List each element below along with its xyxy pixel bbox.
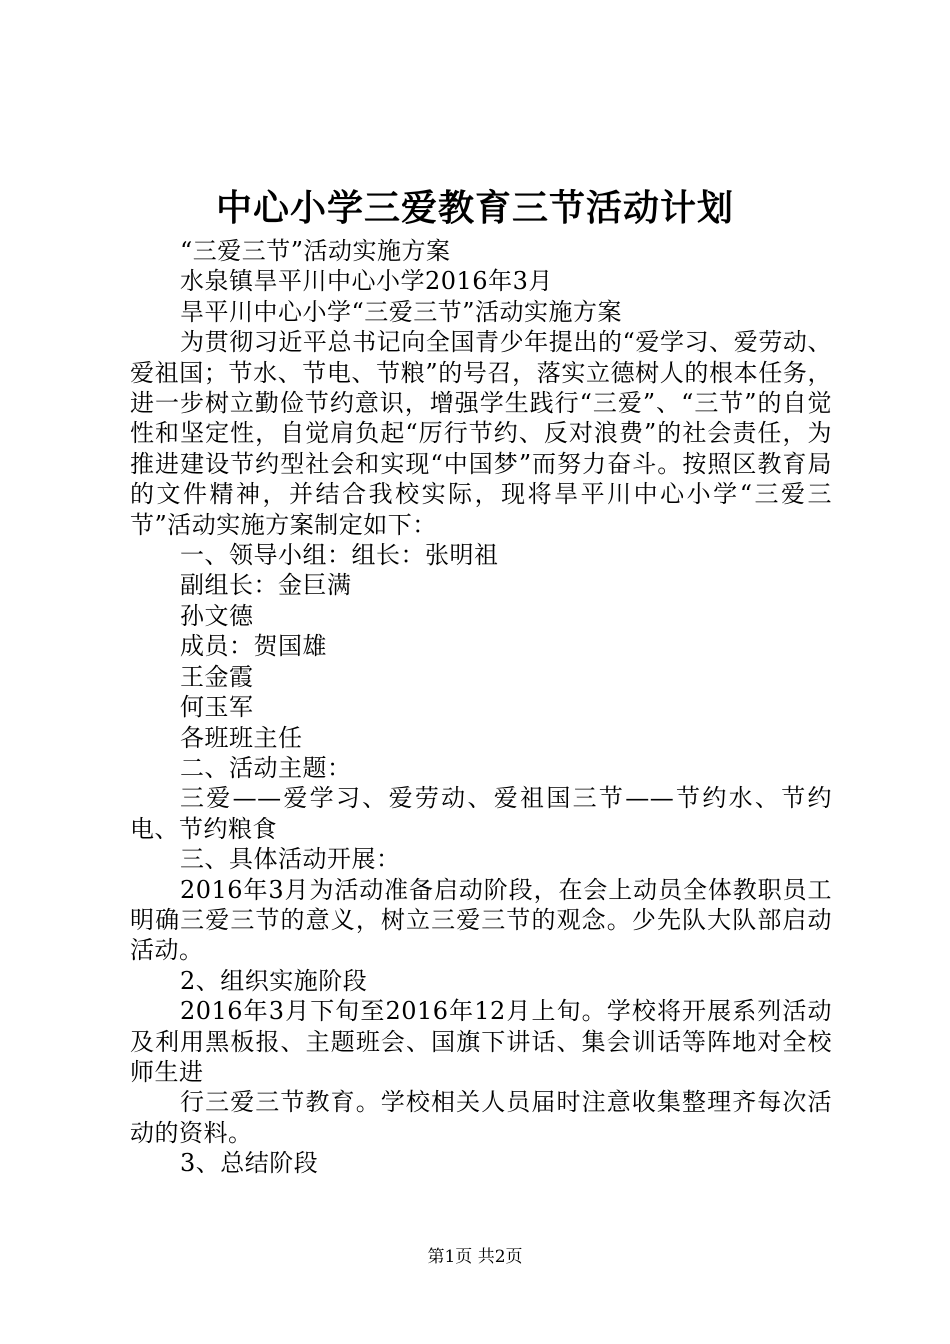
page-footer: 第1页 共2页: [427, 1247, 523, 1267]
document-title: 中心小学三爱教育三节活动计划: [215, 187, 734, 229]
paragraph: 三、具体活动开展：: [180, 845, 401, 874]
paragraph: 2、组织实施阶段: [180, 966, 368, 995]
paragraph: 孙文德: [180, 601, 254, 630]
paragraph: 王金霞: [180, 662, 254, 691]
paragraph: 副组长：金巨满: [180, 571, 352, 600]
paragraph: 为贯彻习近平总书记向全国青少年提出的“爱学习、爱劳动、爱祖国；节水、节电、节粮”的号召，落实立德树人的根本任务，进一步树立勤俭节约意识，增强学生践行“三爱”、“三节”的自觉性和坚定性，自觉肩负起“厉行节约、反对浪费”的社会责任，为推进建设节约型社会和实现“中国梦”而努力奋斗。按照区教育局的文件精神，并结合我校实际，现将旱平川中心小学“三爱三节”活动实施方案制定如下：: [130, 328, 832, 539]
paragraph: 一、领导小组：组长：张明祖: [180, 541, 499, 570]
paragraph: 水泉镇旱平川中心小学2016年3月: [180, 267, 553, 296]
paragraph: 2016年3月为活动准备启动阶段，在会上动员全体教职员工明确三爱三节的意义，树立三爱三节的观念。少先队大队部启动活动。: [130, 875, 832, 965]
paragraph: 3、总结阶段: [180, 1149, 319, 1178]
paragraph: 旱平川中心小学“三爱三节”活动实施方案: [180, 297, 623, 326]
paragraph: 三爱——爱学习、爱劳动、爱祖国三节——节约水、节约电、节约粮食: [130, 784, 832, 843]
paragraph: 二、活动主题：: [180, 753, 352, 782]
paragraph: 何玉军: [180, 693, 254, 722]
document-body: [130, 236, 832, 1179]
paragraph: 各班班主任: [180, 723, 303, 752]
paragraph: “三爱三节”活动实施方案: [180, 237, 451, 265]
paragraph: 行三爱三节教育。学校相关人员届时注意收集整理齐每次活动的资料。: [130, 1088, 832, 1147]
paragraph: 2016年3月下旬至2016年12月上旬。学校将开展系列活动及利用黑板报、主题班会、国旗下讲话、集会训话等阵地对全校师生进: [130, 997, 832, 1086]
paragraph: 成员：贺国雄: [180, 632, 327, 661]
